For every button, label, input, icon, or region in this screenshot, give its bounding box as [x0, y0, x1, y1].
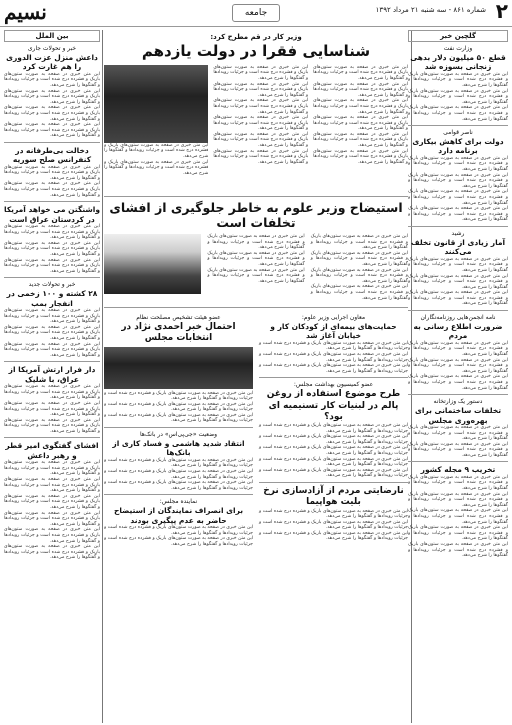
- body-text: این متن خبری در صفحه به صورت ستون‌های باریک و فشرده درج شده است و جزئیات رویدادها و گفتگوها را شرح می‌دهد.: [408, 357, 508, 374]
- body-text: این متن خبری در صفحه به صورت ستون‌های باریک و فشرده درج شده است و جزئیات رویدادها و گفتگوها را شرح می‌دهد.: [408, 424, 508, 442]
- headline: تخلفات ساختمانی برای بهره‌وری مجلس: [414, 406, 502, 425]
- body-text: این متن خبری در صفحه به صورت ستون‌های باریک و فشرده درج شده است و جزئیات رویدادها و گفتگوها را شرح می‌دهد.: [310, 267, 408, 284]
- second-story: [104, 234, 408, 304]
- kicker: عضو هیئت تشخیص مصلحت نظام: [136, 314, 221, 321]
- body-text: این متن خبری در صفحه به صورت ستون‌های باریک و فشرده درج شده است و جزئیات رویدادها و گفتگوها را شرح می‌دهد.: [4, 105, 100, 122]
- body-text: این متن خبری در صفحه به صورت ستون‌های باریک و فشرده درج شده است و جزئیات رویدادها و گفتگوها را شرح می‌دهد.: [4, 544, 100, 561]
- news-item[interactable]: [408, 398, 508, 458]
- body-text: این متن خبری در صفحه به صورت ستون‌های باریک و فشرده درج شده است و جزئیات رویدادها و گفتگوها را شرح می‌دهد.: [4, 493, 100, 510]
- issue-line: شماره ۸۶۱ - سه شنبه ۲۱ مرداد ۱۳۹۲: [375, 6, 486, 14]
- main-news-area: [104, 30, 408, 723]
- body-text: این متن خبری در صفحه به صورت ستون‌های باریک و فشرده درج شده است و جزئیات رویدادها و گفتگوها را شرح می‌دهد.: [259, 445, 408, 457]
- news-item[interactable]: [408, 230, 508, 307]
- body-text: این متن خبری در صفحه به صورت ستون‌های باریک و فشرده درج شده است و جزئیات رویدادها و گفتگوها را شرح می‌دهد.: [104, 159, 209, 176]
- body-text: این متن خبری در صفحه به صورت ستون‌های باریک و فشرده درج شده است و جزئیات رویدادها و گفتگوها را شرح می‌دهد.: [207, 267, 305, 284]
- body-text: این متن خبری در صفحه به صورت ستون‌های باریک و فشرده درج شده است و جزئیات رویدادها و گفتگوها را شرح می‌دهد.: [259, 508, 408, 520]
- body-text: این متن خبری در صفحه به صورت ستون‌های باریک و فشرده درج شده است و جزئیات رویدادها و گفتگوها را شرح می‌دهد.: [310, 284, 408, 301]
- body-text: این متن خبری در صفحه به صورت ستون‌های باریک و فشرده درج شده است و جزئیات رویدادها و گفتگوها را شرح می‌دهد.: [104, 525, 253, 536]
- headline[interactable]: احتمال خبر احمدی نژاد در انتخابات مجلس: [121, 322, 236, 344]
- body-text: این متن خبری در صفحه به صورت ستون‌های باریک و فشرده درج شده است و جزئیات رویدادها و گفتگوها را شرح می‌دهد.: [104, 401, 253, 413]
- body-text: این متن خبری در صفحه به صورت ستون‌های باریک و فشرده درج شده است و جزئیات رویدادها و گفتگوها را شرح می‌دهد.: [104, 412, 253, 424]
- body-text: این متن خبری در صفحه به صورت ستون‌های باریک و فشرده درج شده است و جزئیات رویدادها و گفتگوها را شرح می‌دهد.: [104, 536, 253, 547]
- body-text: این متن خبری در صفحه به صورت ستون‌های باریک و فشرده درج شده است و جزئیات رویدادها و گفتگوها را شرح می‌دهد.: [213, 81, 309, 98]
- lower-stories: [104, 311, 408, 548]
- news-item[interactable]: [4, 365, 100, 434]
- column-divider: [102, 30, 103, 723]
- headline: دار فرار ارتش آمریکا از عراق، با شلیک: [8, 365, 96, 384]
- body-text: این متن خبری در صفحه به صورت ستون‌های باریک و فشرده درج شده است و جزئیات رویدادها و گفتگوها را شرح می‌دهد.: [4, 164, 100, 181]
- politician-photo: [104, 347, 253, 389]
- body-text: این متن خبری در صفحه به صورت ستون‌های باریک و فشرده درج شده است و جزئیات رویدادها و گفتگوها را شرح می‌دهد.: [213, 98, 309, 115]
- body-text: این متن خبری در صفحه به صورت ستون‌های باریک و فشرده درج شده است و جزئیات رویدادها و گفتگوها را شرح می‌دهد.: [259, 340, 408, 352]
- left-news-column: [4, 30, 100, 723]
- body-text: این متن خبری در صفحه به صورت ستون‌های باریک و فشرده درج شده است و جزئیات رویدادها و گفتگوها را شرح می‌دهد.: [408, 491, 508, 508]
- body-text: این متن خبری در صفحه به صورت ستون‌های باریک و فشرده درج شده است و جزئیات رویدادها و گفتگوها را شرح می‌دهد.: [4, 223, 100, 241]
- news-item[interactable]: [408, 314, 508, 391]
- body-text: این متن خبری در صفحه به صورت ستون‌های باریک و فشرده درج شده است و جزئیات رویدادها و گفتگوها را شرح می‌دهد.: [213, 131, 309, 149]
- news-item[interactable]: [4, 205, 100, 274]
- body-text: این متن خبری در صفحه به صورت ستون‌های باریک و فشرده درج شده است و جزئیات رویدادها و گفتگوها را شرح می‌دهد.: [310, 250, 408, 267]
- page-number: ۲: [495, 0, 508, 23]
- lead-headline[interactable]: شناسایی فقرا در دولت یازدهم: [141, 42, 371, 60]
- headline: دخالت بی‌طرفانه در کنفرانس صلح سوریه: [12, 145, 92, 165]
- headline: واشنگتن می خواهد آمریکا در کردستان عراق است: [4, 205, 100, 224]
- body-text: این متن خبری در صفحه به صورت ستون‌های باریک و فشرده درج شده است و جزئیات رویدادها و گفتگوها را شرح می‌دهد.: [313, 115, 408, 132]
- kicker: دستور یک وزارتخانه: [433, 398, 483, 406]
- body-text: این متن خبری در صفحه به صورت ستون‌های باریک و فشرده درج شده است و جزئیات رویدادها و گفتگوها را شرح می‌دهد.: [313, 131, 408, 149]
- body-text: این متن خبری در صفحه به صورت ستون‌های باریک و فشرده درج شده است و جزئیات رویدادها و گفتگوها را شرح می‌دهد.: [4, 71, 100, 88]
- headline: داعش منزل عزت الدوری را هم غارت کرد: [6, 53, 98, 72]
- news-item[interactable]: [4, 45, 100, 139]
- body-text: این متن خبری در صفحه به صورت ستون‌های باریک و فشرده درج شده است و جزئیات رویدادها و گفتگوها را شرح می‌دهد.: [4, 181, 100, 198]
- kicker: خبر و تحولات جدید: [28, 281, 76, 289]
- kicker: خبر و تحولات جاری: [27, 45, 77, 52]
- lead-photo: [104, 65, 208, 143]
- headline[interactable]: برای انصراف نمایندگان از استیضاح حاضر به عدم پیگیری بودند: [113, 506, 244, 525]
- body-text: این متن خبری در صفحه به صورت ستون‌های باریک و فشرده درج شده است و جزئیات رویدادها و گفتگوها را شرح می‌دهد.: [104, 390, 253, 402]
- column-title: گلچین خبر: [408, 30, 508, 42]
- body-text: این متن خبری در صفحه به صورت ستون‌های باریک و فشرده درج شده است و جزئیات رویدادها و گفتگوها را شرح می‌دهد.: [408, 541, 508, 559]
- news-item[interactable]: [408, 465, 508, 558]
- body-text: این متن خبری در صفحه به صورت ستون‌های باریک و فشرده درج شده است و جزئیات رویدادها و گفتگوها را شرح می‌دهد.: [408, 172, 508, 189]
- news-item[interactable]: [408, 129, 508, 223]
- cleric-photo: [104, 234, 201, 294]
- body-text: این متن خبری در صفحه به صورت ستون‌های باریک و فشرده درج شده است و جزئیات رویدادها و گفتگوها را شرح می‌دهد.: [313, 148, 408, 165]
- body-text: این متن خبری در صفحه به صورت ستون‌های باریک و فشرده درج شده است و جزئیات رویدادها و گفتگوها را شرح می‌دهد.: [408, 474, 508, 492]
- body-text: این متن خبری در صفحه به صورت ستون‌های باریک و فشرده درج شده است و جزئیات رویدادها و گفتگوها را شرح می‌دهد.: [408, 155, 508, 173]
- headline[interactable]: نارضایتی مردم از آزادسازی نرخ بلیت هواپیما: [263, 486, 404, 508]
- kicker: نامه انجمن‌هایی روزنامه‌نگاران: [420, 314, 496, 322]
- body-text: این متن خبری در صفحه به صورت ستون‌های باریک و فشرده درج شده است و جزئیات رویدادها و گفتگوها را شرح می‌دهد.: [259, 434, 408, 445]
- headline: آمار زیادی از قانون تخلف می‌کنند: [410, 237, 506, 257]
- kicker: ناصر قوامی: [443, 129, 473, 137]
- body-text: این متن خبری در صفحه به صورت ستون‌های باریک و فشرده درج شده است و جزئیات رویدادها و گفتگوها را شرح می‌دهد.: [408, 88, 508, 105]
- body-text: این متن خبری در صفحه به صورت ستون‌های باریک و فشرده درج شده است و جزئیات رویدادها و گفتگوها را شرح می‌دهد.: [259, 456, 408, 468]
- lead-story: [104, 65, 408, 193]
- headline: تخریب ۹ مجله کشور: [420, 465, 496, 475]
- body-text: این متن خبری در صفحه به صورت ستون‌های باریک و فشرده درج شده است و جزئیات رویدادها و گفتگوها را شرح می‌دهد.: [104, 469, 253, 480]
- body-text: این متن خبری در صفحه به صورت ستون‌های باریک و فشرده درج شده است و جزئیات رویدادها و گفتگوها را شرح می‌دهد.: [4, 308, 100, 325]
- headline: دولت برای کاهش بیکاری برنامه دارد: [412, 137, 504, 156]
- lead-kicker: وزیر کار در قم مطرح کرد:: [210, 33, 302, 41]
- body-text: این متن خبری در صفحه به صورت ستون‌های باریک و فشرده درج شده است و جزئیات رویدادها و گفتگوها را شرح می‌دهد.: [4, 384, 100, 401]
- kicker: رشید: [451, 229, 465, 237]
- body-text: این متن خبری در صفحه به صورت ستون‌های باریک و فشرده درج شده است و جزئیات رویدادها و گفتگوها را شرح می‌دهد.: [313, 81, 408, 98]
- news-item[interactable]: [408, 45, 508, 122]
- body-text: این متن خبری در صفحه به صورت ستون‌های باریک و فشرده درج شده است و جزئیات رویدادها و گفتگوها را شرح می‌دهد.: [4, 527, 100, 544]
- body-text: این متن خبری در صفحه به صورت ستون‌های باریک و فشرده درج شده است و جزئیات رویدادها و گفتگوها را شرح می‌دهد.: [213, 115, 309, 132]
- news-item[interactable]: [4, 146, 100, 198]
- body-text: این متن خبری در صفحه به صورت ستون‌های باریک و فشرده درج شده است و جزئیات رویدادها و گفتگوها را شرح می‌دهد.: [207, 250, 305, 267]
- news-item[interactable]: [4, 441, 100, 560]
- body-text: این متن خبری در صفحه به صورت ستون‌های باریک و فشرده درج شده است و جزئیات رویدادها و گفتگوها را شرح می‌دهد.: [4, 341, 100, 358]
- body-text: این متن خبری در صفحه به صورت ستون‌های باریک و فشرده درج شده است و جزئیات رویدادها و گفتگوها را شرح می‌دهد.: [259, 467, 408, 479]
- kicker: نماینده مجلس:: [159, 498, 198, 506]
- body-text: این متن خبری در صفحه به صورت ستون‌های باریک و فشرده درج شده است و جزئیات رویدادها و گفتگوها را شرح می‌دهد.: [4, 477, 100, 494]
- headline: ضرورت اطلاع رسانی به مردم: [413, 322, 503, 341]
- body-text: این متن خبری در صفحه به صورت ستون‌های باریک و فشرده درج شده است و جزئیات رویدادها و گفتگوها را شرح می‌دهد.: [259, 363, 408, 374]
- body-text: این متن خبری در صفحه به صورت ستون‌های باریک و فشرده درج شده است و جزئیات رویدادها و گفتگوها را شرح می‌دهد.: [207, 234, 305, 251]
- body-text: این متن خبری در صفحه به صورت ستون‌های باریک و فشرده درج شده است و جزئیات رویدادها و گفتگوها را شرح می‌دهد.: [408, 290, 508, 307]
- body-text: این متن خبری در صفحه به صورت ستون‌های باریک و فشرده درج شده است و جزئیات رویدادها و گفتگوها را شرح می‌دهد.: [213, 148, 309, 165]
- body-text: این متن خبری در صفحه به صورت ستون‌های باریک و فشرده درج شده است و جزئیات رویدادها و گفتگوها را شرح می‌دهد.: [104, 480, 253, 491]
- right-news-column: [408, 30, 508, 723]
- body-text: این متن خبری در صفحه به صورت ستون‌های باریک و فشرده درج شده است و جزئیات رویدادها و گفتگوها را شرح می‌دهد.: [408, 71, 508, 88]
- column-title: بین الملل: [4, 30, 100, 42]
- kicker: وزارت نفت: [443, 45, 473, 52]
- body-text: این متن خبری در صفحه به صورت ستون‌های باریک و فشرده درج شده است و جزئیات رویدادها و گفتگوها را شرح می‌دهد.: [259, 351, 408, 363]
- section-tag: جامعه: [232, 4, 280, 22]
- headline: افشای گفتگوی امیر قطر و رهبر داعش: [5, 441, 99, 460]
- body-text: این متن خبری در صفحه به صورت ستون‌های باریک و فشرده درج شده است و جزئیات رویدادها و گفتگوها را شرح می‌دهد.: [408, 273, 508, 290]
- body-text: این متن خبری در صفحه به صورت ستون‌های باریک و فشرده درج شده است و جزئیات رویدادها و گفتگوها را شرح می‌دهد.: [4, 400, 100, 418]
- kicker: معاون اجرایی وزیر علوم:: [301, 314, 366, 321]
- body-text: این متن خبری در صفحه به صورت ستون‌های باریک و فشرده درج شده است و جزئیات رویدادها و گفتگوها را شرح می‌دهد.: [259, 530, 408, 542]
- body-text: این متن خبری در صفحه به صورت ستون‌های باریک و فشرده درج شده است و جزئیات رویدادها و گفتگوها را شرح می‌دهد.: [4, 324, 100, 341]
- body-text: این متن خبری در صفحه به صورت ستون‌های باریک و فشرده درج شده است و جزئیات رویدادها و گفتگوها را شرح می‌دهد.: [408, 105, 508, 122]
- second-headline[interactable]: استیضاح وزیر علوم به خاطر جلوگیری از افشای تخلفات است: [109, 199, 403, 231]
- body-text: این متن خبری در صفحه به صورت ستون‌های باریک و فشرده درج شده است و جزئیات رویدادها و گفتگوها را شرح می‌دهد.: [104, 457, 253, 469]
- headline[interactable]: انتقاد شدید هاشمی و فساد کاری از بانک‌ها: [112, 439, 245, 458]
- body-text: این متن خبری در صفحه به صورت ستون‌های باریک و فشرده درج شده است و جزئیات رویدادها و گفتگوها را شرح می‌دهد.: [408, 525, 508, 542]
- body-text: این متن خبری در صفحه به صورت ستون‌های باریک و فشرده درج شده است و جزئیات رویدادها و گفتگوها را شرح می‌دهد.: [4, 460, 100, 477]
- body-text: این متن خبری در صفحه به صورت ستون‌های باریک و فشرده درج شده است و جزئیات رویدادها و گفتگوها را شرح می‌دهد.: [313, 64, 408, 81]
- kicker: عضو کمیسیون بهداشت مجلس:: [293, 381, 374, 389]
- headline[interactable]: حمایت‌های بیمه‌ای از کودکان کار و خیابان آغاز شد: [270, 322, 397, 341]
- newspaper-logo: نسیم: [4, 0, 47, 24]
- headline[interactable]: طرح موضوع استفاده از روغن پالم در لبنیات کار تسنیمیه ای بود؟: [266, 389, 401, 422]
- body-text: این متن خبری در صفحه به صورت ستون‌های باریک و فشرده درج شده است و جزئیات رویدادها و گفتگوها را شرح می‌دهد.: [310, 234, 408, 251]
- body-text: این متن خبری در صفحه به صورت ستون‌های باریک و فشرده درج شده است و جزئیات رویدادها و گفتگوها را شرح می‌دهد.: [408, 374, 508, 391]
- body-text: این متن خبری در صفحه به صورت ستون‌های باریک و فشرده درج شده است و جزئیات رویدادها و گفتگوها را شرح می‌دهد.: [408, 508, 508, 525]
- headline: ۲۸ کشته و ۱۰۰ زخمی در انفجار بمب: [6, 289, 98, 308]
- news-item[interactable]: [4, 281, 100, 358]
- body-text: این متن خبری در صفحه به صورت ستون‌های باریک و فشرده درج شده است و جزئیات رویدادها و گفتگوها را شرح می‌دهد.: [313, 98, 408, 115]
- body-text: این متن خبری در صفحه به صورت ستون‌های باریک و فشرده درج شده است و جزئیات رویدادها و گفتگوها را شرح می‌دهد.: [104, 142, 209, 159]
- headline: قطع ۵۰ میلیون دلار بدهی زنجانی بسوزه شد: [410, 53, 506, 72]
- body-text: این متن خبری در صفحه به صورت ستون‌های باریک و فشرده درج شده است و جزئیات رویدادها و گفتگوها را شرح می‌دهد.: [408, 189, 508, 206]
- masthead: [0, 0, 512, 27]
- body-text: این متن خبری در صفحه به صورت ستون‌های باریک و فشرده درج شده است و جزئیات رویدادها و گفتگوها را شرح می‌دهد.: [408, 206, 508, 223]
- body-text: این متن خبری در صفحه به صورت ستون‌های باریک و فشرده درج شده است و جزئیات رویدادها و گفتگوها را شرح می‌دهد.: [4, 510, 100, 527]
- body-text: این متن خبری در صفحه به صورت ستون‌های باریک و فشرده درج شده است و جزئیات رویدادها و گفتگوها را شرح می‌دهد.: [259, 519, 408, 531]
- body-text: این متن خبری در صفحه به صورت ستون‌های باریک و فشرده درج شده است و جزئیات رویدادها و گفتگوها را شرح می‌دهد.: [408, 340, 508, 357]
- body-text: این متن خبری در صفحه به صورت ستون‌های باریک و فشرده درج شده است و جزئیات رویدادها و گفتگوها را شرح می‌دهد.: [408, 256, 508, 273]
- body-text: این متن خبری در صفحه به صورت ستون‌های باریک و فشرده درج شده است و جزئیات رویدادها و گفتگوها را شرح می‌دهد.: [4, 240, 100, 257]
- body-text: این متن خبری در صفحه به صورت ستون‌های باریک و فشرده درج شده است و جزئیات رویدادها و گفتگوها را شرح می‌دهد.: [213, 64, 309, 81]
- body-text: این متن خبری در صفحه به صورت ستون‌های باریک و فشرده درج شده است و جزئیات رویدادها و گفتگوها را شرح می‌دهد.: [259, 423, 408, 434]
- body-text: این متن خبری در صفحه به صورت ستون‌های باریک و فشرده درج شده است و جزئیات رویدادها و گفتگوها را شرح می‌دهد.: [4, 417, 100, 434]
- body-text: این متن خبری در صفحه به صورت ستون‌های باریک و فشرده درج شده است و جزئیات رویدادها و گفتگوها را شرح می‌دهد.: [4, 257, 100, 274]
- body-text: این متن خبری در صفحه به صورت ستون‌های باریک و فشرده درج شده است و جزئیات رویدادها و گفتگوها را شرح می‌دهد.: [4, 88, 100, 105]
- body-text: این متن خبری در صفحه به صورت ستون‌های باریک و فشرده درج شده است و جزئیات رویدادها و گفتگوها را شرح می‌دهد.: [4, 122, 100, 139]
- kicker: وضعیت «جی‌پی‌اس» در بانک‌ها: [139, 431, 218, 439]
- body-text: این متن خبری در صفحه به صورت ستون‌های باریک و فشرده درج شده است و جزئیات رویدادها و گفتگوها را شرح می‌دهد.: [408, 441, 508, 458]
